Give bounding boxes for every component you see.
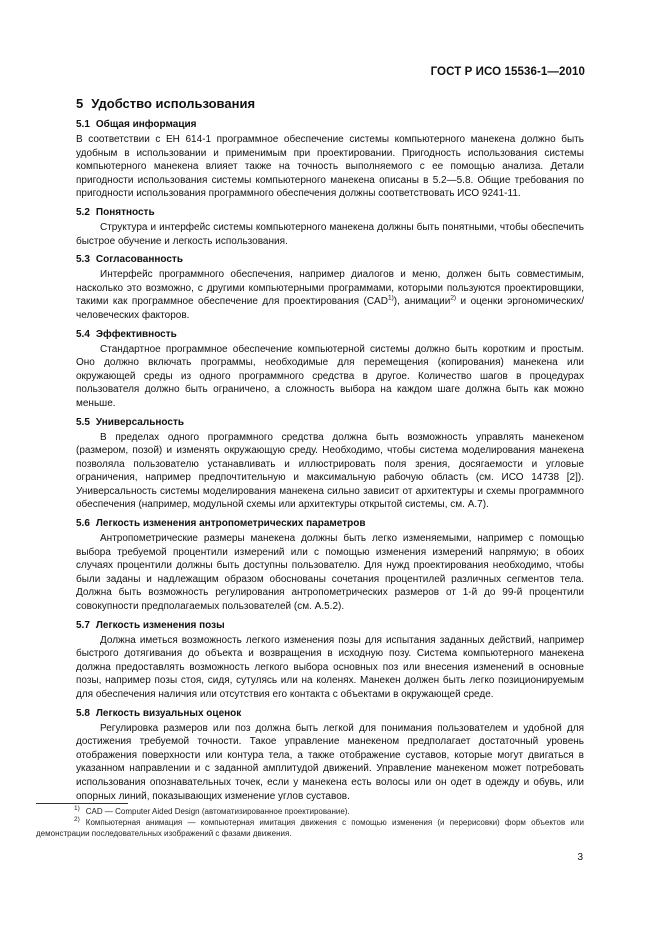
- paragraph-5-6: Антропометрические размеры манекена должны быть легко изменяемыми, например с помощью выбора требуемой процентили измерений или с помощью изменения измерений напрямую; в обоих случаях процентили должны быть доступны пользователю. Для нужд проектирования необходимо, чтобы были заданы и надлежащим образом обоснованы сочетания процентилей различных сегментов тела. Должна быть возможность регулирования антропометрических размеров от 1-й до 99-й процентили совокупности предполагаемых пользователей (см. А.5.2).: [76, 533, 584, 613]
- footnote-text: CAD — Computer Aided Design (автоматизированное проектирование).: [85, 807, 350, 816]
- subsection-heading-5-3: [76, 254, 584, 265]
- footnote-divider: [36, 803, 128, 804]
- paragraph-5-3-part-a: Интерфейс программного обеспечения, например диалогов и меню, должен быть совместимым, насколько это возможно, с другими компьютерными программами, которыми пользуются проектировщики, такими как программное обеспечение для проектирования (CAD: [76, 269, 584, 308]
- footnote-ref-1: 1): [387, 295, 394, 303]
- subsection-number: 5.7: [76, 619, 90, 631]
- subsection-heading-5-7: [76, 620, 584, 631]
- document-id: ГОСТ Р ИСО 15536-1—2010: [430, 66, 585, 78]
- subsection-number: 5.6: [76, 518, 90, 530]
- subsection-number: 5.3: [76, 254, 90, 266]
- section-heading: [76, 96, 584, 111]
- subsection-number: 5.5: [76, 416, 90, 428]
- subsection-number: 5.4: [76, 328, 90, 340]
- paragraph-5-2: Структура и интерфейс системы компьютерного манекена должны быть понятными, чтобы обеспечить быстрое обучение и легкость использования.: [76, 221, 584, 247]
- subsection-title: Легкость визуальных оценок: [95, 707, 242, 719]
- section-title: Удобство использования: [91, 96, 256, 111]
- footnote-ref-2: 2): [450, 295, 457, 303]
- subsection-title: Общая информация: [95, 119, 197, 130]
- subsection-heading-5-2: [76, 207, 584, 218]
- paragraph-5-8: Регулировка размеров или поз должна быть легкой для понимания пользователем и удобной для достижения требуемой точности. Такое управление манекеном предполагает достаточный уровень отображения поверхности или контура тела, а также отображение суставов, которые могут двигаться в указанном направлении и с заданной амплитудой движений. Управление манекеном может потребовать использования опознавательных точек, если у манекена есть волосы или он одет в одежду и обувь, или опорных линий, показывающих изменение углов суставов.: [76, 722, 584, 802]
- paragraph-5-5: В пределах одного программного средства должна быть возможность управлять манекеном (размером, позой) и изменять окружающую среду. Необходимо, чтобы система моделирования манекена позволяла пользователю устанавливать и иллюстрировать поля зрения, досягаемости и угловые ограничения, например предпочтительную и максимальную рабочую область (см. ИСО 14738 [2]). Универсальность системы моделирования манекена сильно зависит от архитектуры и схемы программного обеспечения (например, модульной схемы или архитектуры открытой системы, см. А.7).: [76, 431, 584, 511]
- footnote-mark: 1): [74, 805, 80, 813]
- paragraph-5-7: Должна иметься возможность легкого изменения позы для испытания заданных действий, например быстрого дотягивания до объекта и возвращения в исходную позу. Система компьютерного манекена должна предоставлять возможность легкого выбора основных поз или внесения изменений в основные позы, например позы стоя, сидя, сутулясь или на коленях. Манекен должен быть легко позиционируемым для обеспечения наличия или отсутствия его контакта с объектами в окружающей среде.: [76, 634, 584, 700]
- subsection-number: 5.1: [76, 119, 90, 130]
- subsection-title: Эффективность: [95, 328, 177, 340]
- footnote-mark: 2): [74, 816, 80, 824]
- section-number: 5: [76, 96, 84, 111]
- subsection-title: Согласованность: [95, 254, 183, 266]
- subsection-heading-5-6: [76, 518, 584, 529]
- paragraph-5-4: Стандартное программное обеспечение компьютерной системы должно быть коротким и простым. Оно должно включать программы, необходимые для перемещения (копирования) манекена или окружающей среды из одного программного средства в другое. Количество шагов в процедурах пользователя должно быть ограничено, а сложность выбора на каждом шаге должна быть как можно меньше.: [76, 343, 584, 409]
- subsection-heading-5-4: [76, 329, 584, 340]
- subsection-heading-5-1: [76, 119, 584, 130]
- main-content: [76, 96, 584, 803]
- footnotes: [36, 806, 584, 839]
- subsection-heading-5-5: [76, 417, 584, 428]
- page-number: 3: [577, 852, 583, 863]
- paragraph-5-3: [76, 268, 584, 322]
- subsection-title: Понятность: [95, 206, 155, 218]
- paragraph-5-3-part-c: и оценки эргономических/человеческих факторов.: [76, 296, 584, 321]
- subsection-title: Легкость изменения антропометрических параметров: [95, 518, 366, 530]
- footnote-2: [36, 817, 584, 839]
- paragraph-5-3-part-b: ), анимации: [393, 296, 451, 308]
- footnote-text: Компьютерная анимация — компьютерная имитация движения с помощью изменения (и перерисовки) форм объектов или демонстрации последовательных изображений с фазами движения.: [36, 818, 584, 838]
- subsection-title: Легкость изменения позы: [95, 619, 225, 631]
- subsection-heading-5-8: [76, 708, 584, 719]
- subsection-number: 5.8: [76, 707, 90, 719]
- subsection-title: Универсальность: [95, 416, 184, 428]
- subsection-number: 5.2: [76, 206, 90, 218]
- footnote-1: [36, 806, 584, 817]
- paragraph-5-1: В соответствии с ЕН 614-1 программное обеспечение системы компьютерного манекена должно быть удобным в использовании и применимым при проектировании. Пригодность использования системы компьютерного манекена влияет также на точность выполняемого с ее помощью анализа. Детали пригодности использования системы компьютерного манекена описаны в 5.2—5.8. Общие требования по пригодности использования программного обеспечения должны соответствовать ИСО 9241-11.: [76, 134, 584, 200]
